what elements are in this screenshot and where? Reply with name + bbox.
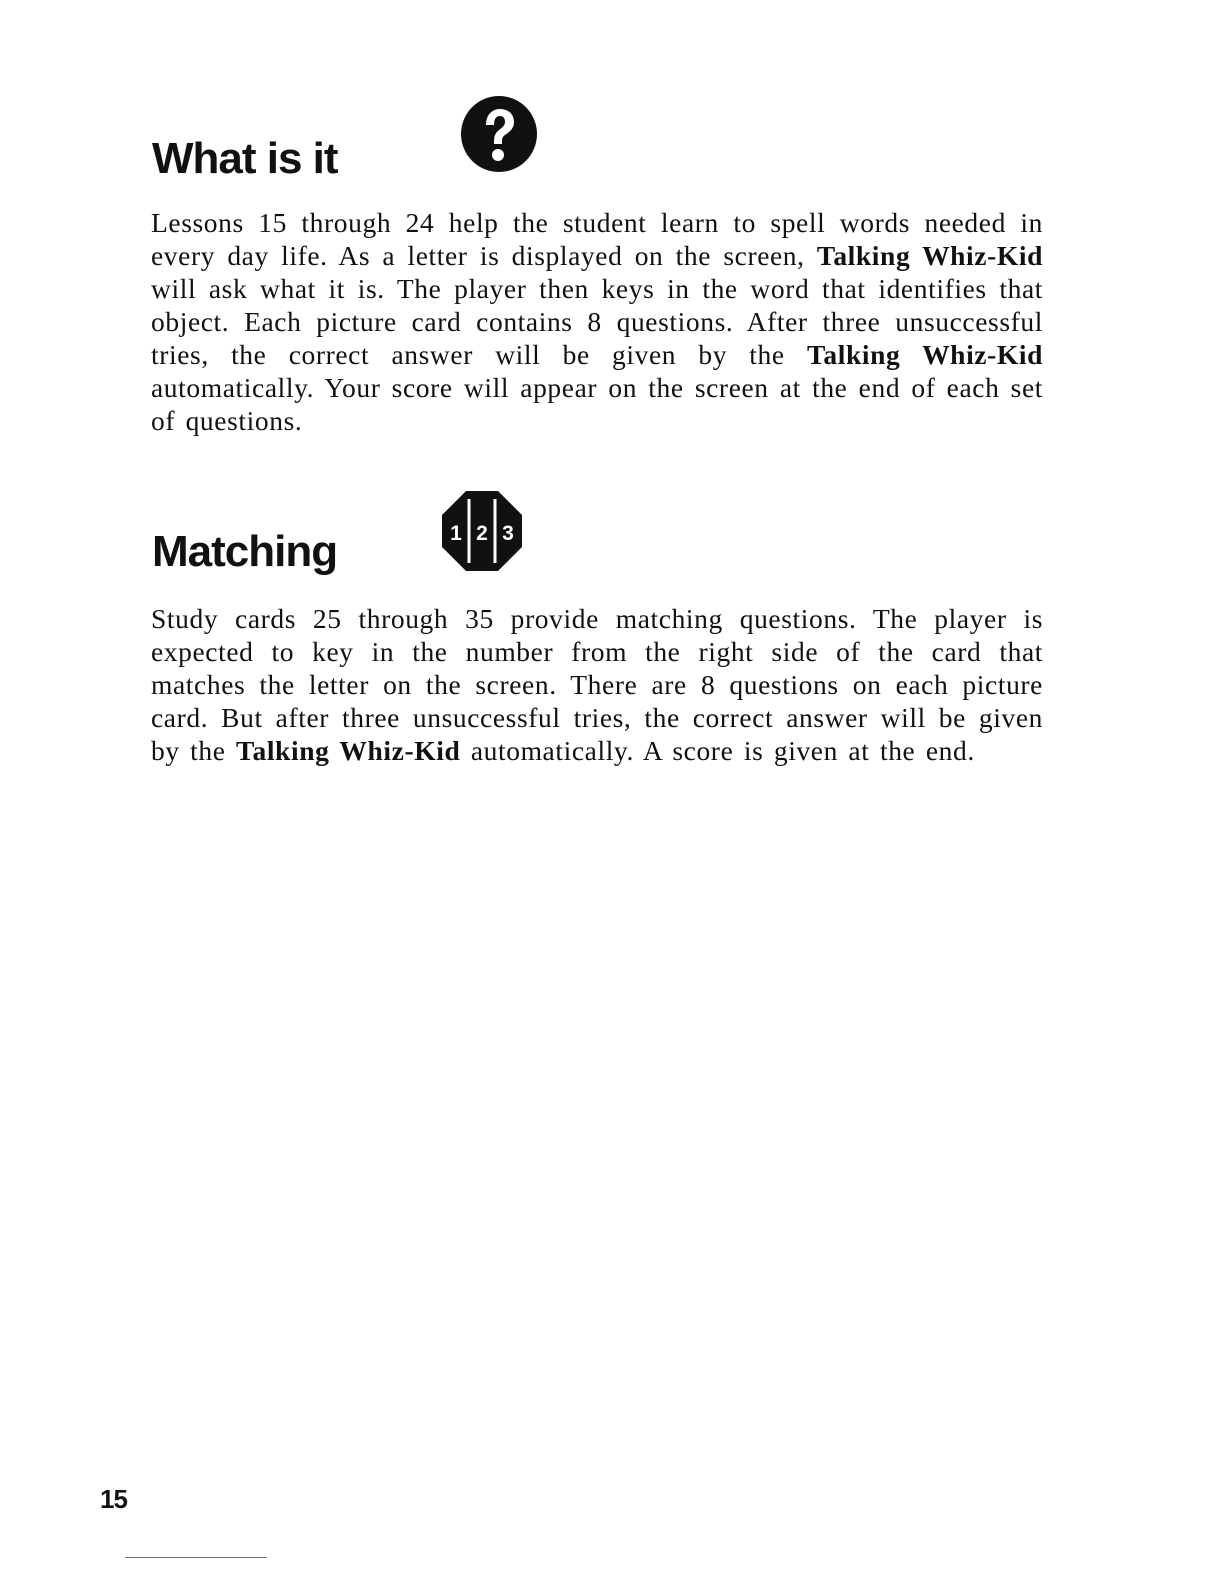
product-name: Talking Whiz-Kid (816, 240, 1043, 271)
matching-paragraph (151, 602, 1043, 767)
icon-label-3: 3 (502, 522, 514, 545)
text-run: automatically. A score is given at the end. (460, 735, 975, 766)
text-run: automatically. Your score will appear on the screen at the end of each set of questions. (151, 372, 1043, 436)
icon-label-1: 1 (450, 522, 462, 545)
section-heading-what-is-it: What is it (152, 134, 338, 183)
text-run: will ask what it is. The player then keys in the word that identifies that object. Each picture card contains 8 questions. After three unsuccessful tries, the correct answer will be given by the (151, 273, 1043, 370)
footer-rule (125, 1557, 267, 1558)
text-run: Study cards 25 through 35 provide matching questions. The player is expected to key in the number from the right side of the card that matches the letter on the screen. There are 8 questions on each picture card. But after three unsuccessful tries, the correct answer will be given by the (151, 603, 1043, 766)
icon-label-2: 2 (476, 522, 488, 545)
what-is-it-paragraph (151, 206, 1043, 437)
question-mark-icon (460, 95, 538, 173)
matching-123-icon (440, 489, 524, 573)
section-heading-matching: Matching (152, 527, 338, 576)
page-number: 15 (100, 1484, 127, 1514)
product-name: Talking Whiz-Kid (236, 735, 461, 766)
product-name: Talking Whiz-Kid (806, 339, 1043, 370)
text-run: Lessons 15 through 24 help the student learn to spell words needed in every day life. As a letter is displayed on the screen, (151, 207, 1043, 271)
